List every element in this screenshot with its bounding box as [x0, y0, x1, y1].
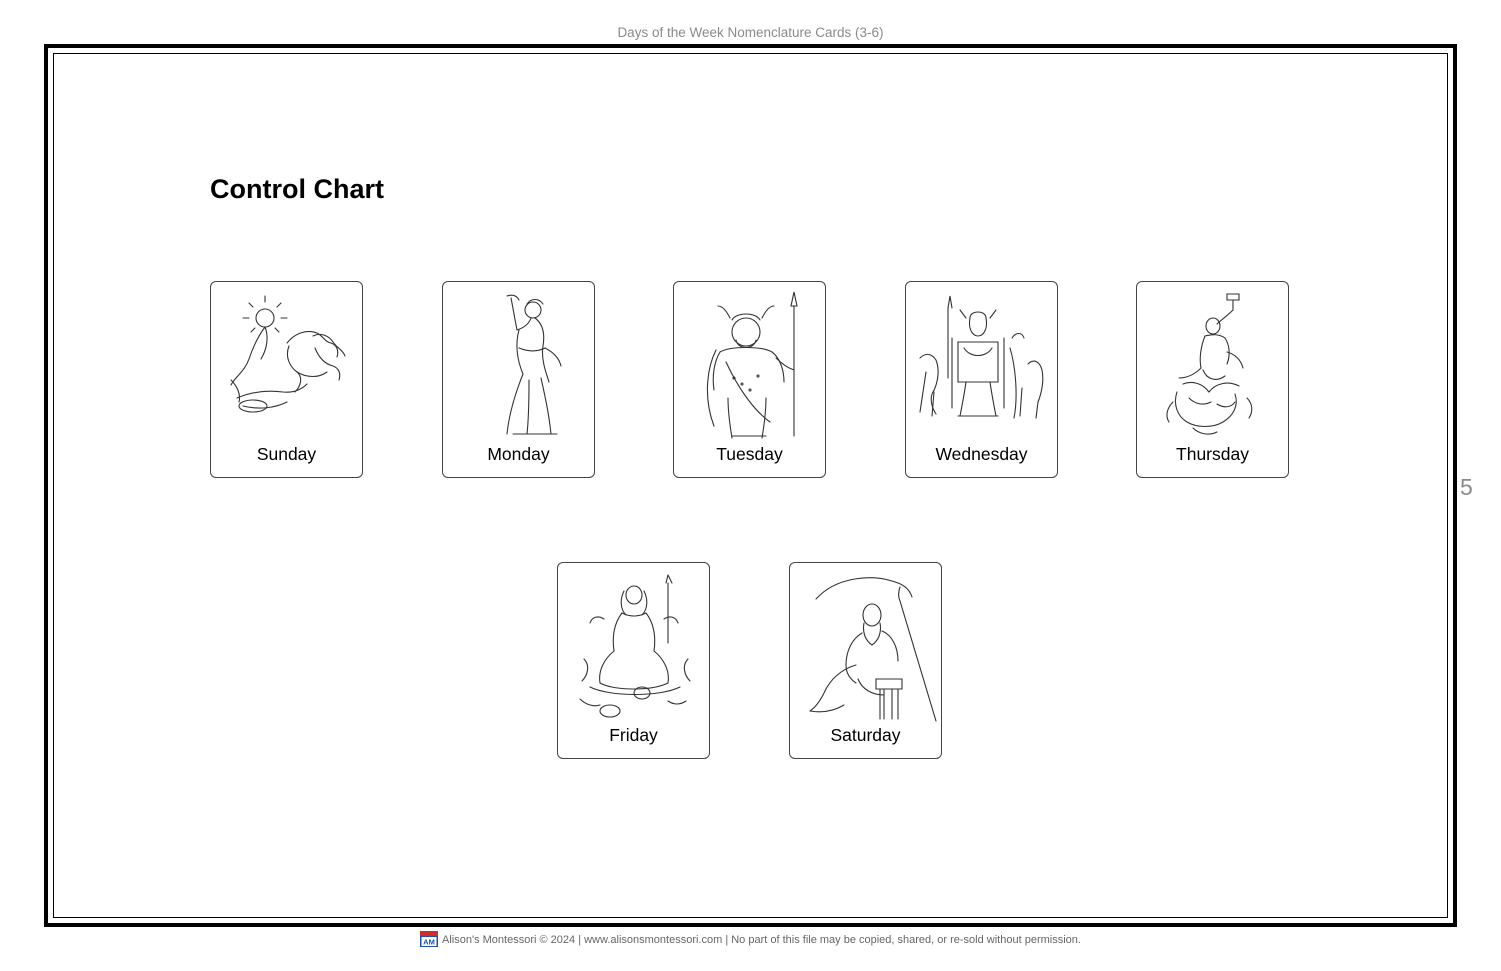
card-saturday — [789, 562, 942, 759]
card-monday — [442, 281, 595, 478]
copyright-footer — [0, 931, 1501, 947]
alisons-montessori-logo-icon — [420, 931, 438, 947]
card-wednesday — [905, 281, 1058, 478]
goddess-throne-icon — [564, 569, 705, 724]
card-thursday — [1136, 281, 1289, 478]
footer-text: Alison's Montessori © 2024 | www.alisonsmontessori.com | No part of this file may be copied, shared, or re-sold without permission. — [442, 934, 1081, 946]
enthroned-god-wolves-icon — [912, 288, 1053, 443]
thunder-god-hammer-icon — [1143, 288, 1284, 443]
card-friday — [557, 562, 710, 759]
card-label: Monday — [487, 444, 550, 464]
document-header-title: Days of the Week Nomenclature Cards (3-6) — [617, 25, 884, 40]
card-label: Sunday — [256, 444, 317, 464]
section-title: Control Chart — [210, 174, 384, 204]
card-label: Wednesday — [935, 444, 1028, 464]
warrior-god-spear-icon — [680, 288, 821, 443]
card-label: Saturday — [830, 725, 901, 745]
card-sunday — [210, 281, 363, 478]
svg-text:AM: AM — [423, 937, 435, 947]
moon-goddess-icon — [449, 288, 590, 443]
card-label: Thursday — [1176, 444, 1249, 464]
card-label: Tuesday — [716, 444, 783, 464]
card-label: Friday — [609, 725, 658, 745]
page-number: 5 — [1460, 474, 1473, 500]
card-tuesday — [673, 281, 826, 478]
god-with-scythe-icon — [796, 569, 937, 724]
sun-god-chariot-icon — [217, 288, 358, 443]
